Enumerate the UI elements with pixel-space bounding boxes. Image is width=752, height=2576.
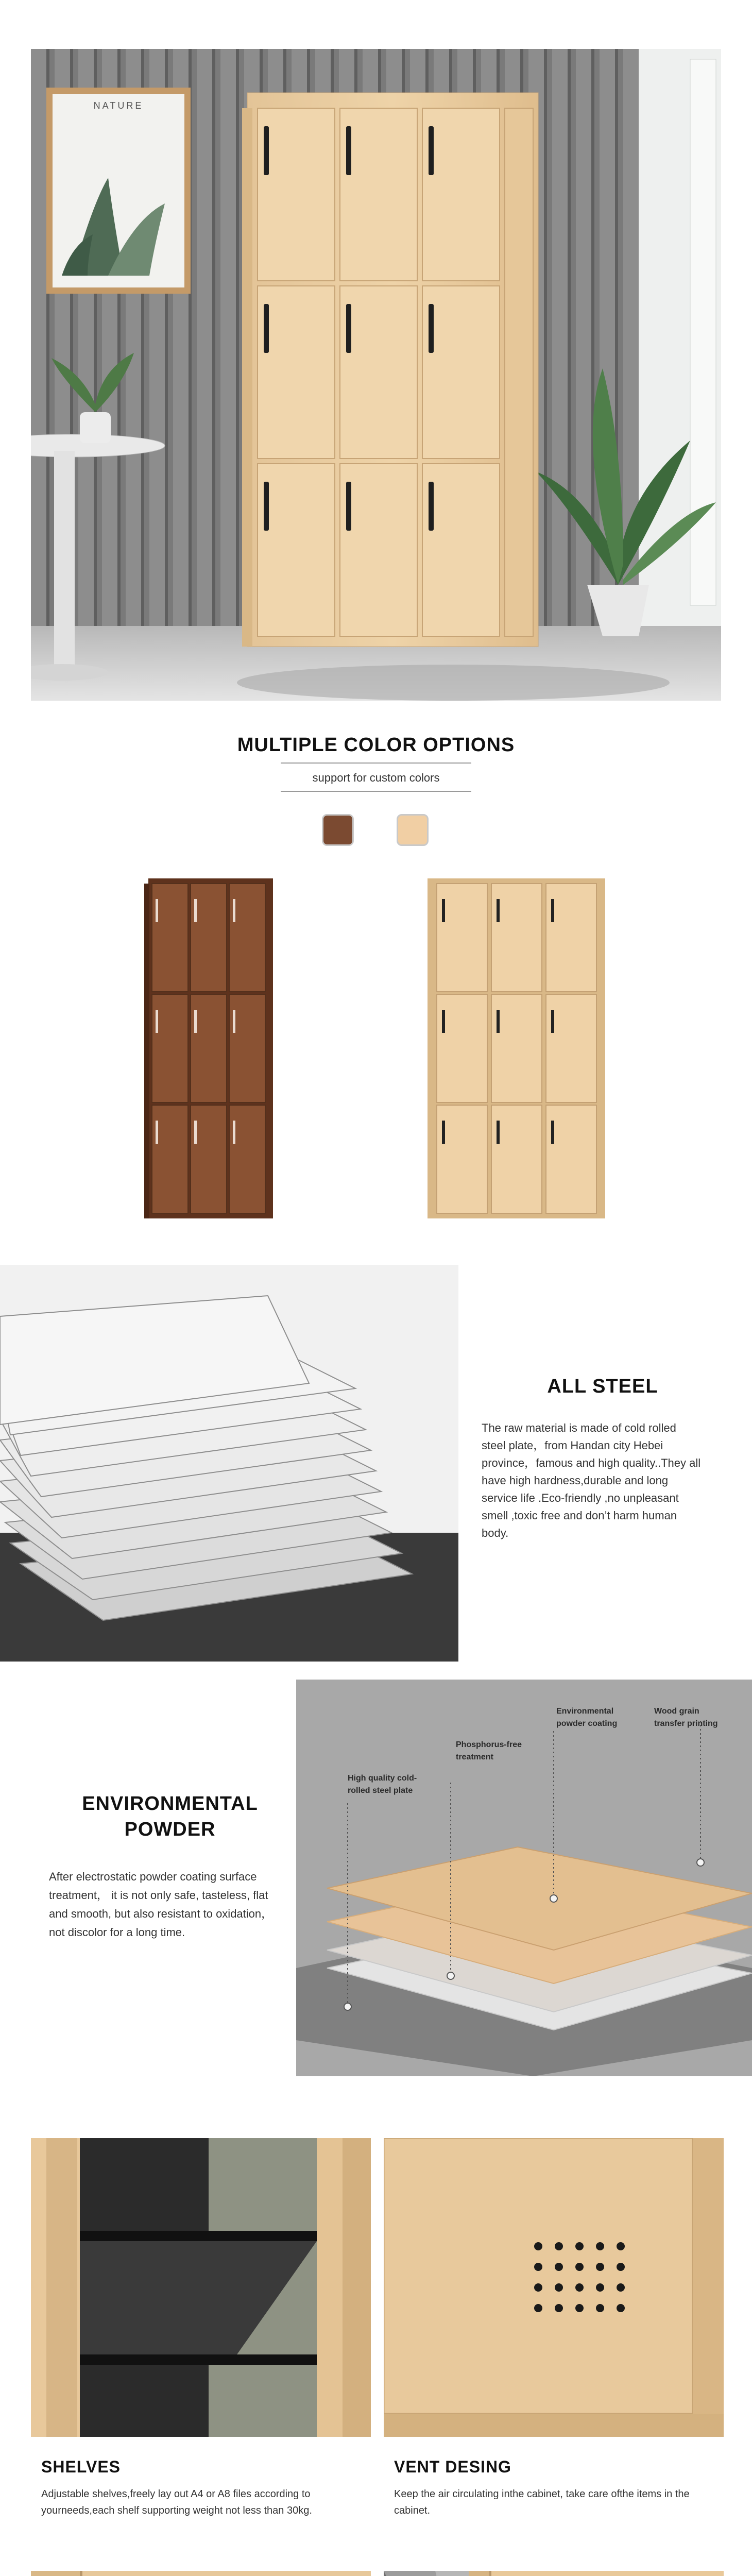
layer-label-cold-rolled-steel — [348, 1772, 417, 1797]
all-steel-text: The raw material is made of cold rolled steel plate，from Handan city Hebei province，famous and high quality..They all have high hardness,durable and long service life .Eco-friendly ,no unpleasant smell ,toxic free and don’t harm human body. — [482, 1421, 701, 1539]
vent-image — [384, 2138, 724, 2437]
layer-label-line: treatment — [456, 1753, 493, 1761]
environmental-title-line1: ENVIRONMENTAL — [82, 1793, 258, 1815]
layer-label-line: powder coating — [556, 1719, 618, 1728]
layer-label-line: Environmental — [556, 1707, 614, 1716]
lock-key-image — [31, 2571, 371, 2576]
color-options-divider-bottom — [281, 791, 471, 792]
beech-cabinet-image — [428, 878, 605, 1218]
layer-label-environmental-powder — [556, 1705, 617, 1730]
shelves-title: SHELVES — [41, 2458, 121, 2476]
handle-image — [384, 2571, 724, 2576]
color-options-divider-top — [281, 762, 471, 764]
color-options-title: MULTIPLE COLOR OPTIONS — [237, 734, 515, 756]
layer-label-line: Wood grain — [654, 1707, 699, 1716]
steel-plates-image — [0, 1265, 458, 1662]
vent-text: Keep the air circulating inthe cabinet, take care ofthe items in the cabinet. — [394, 2488, 690, 2516]
layer-label-line: transfer printing — [654, 1719, 718, 1728]
shelves-image — [31, 2138, 371, 2437]
powder-layers-image — [296, 1680, 752, 2076]
color-swatch-walnut[interactable] — [322, 814, 354, 846]
layer-label-wood-grain — [654, 1705, 718, 1730]
walnut-cabinet-image — [144, 878, 273, 1218]
all-steel-title: ALL STEEL — [547, 1376, 658, 1397]
shelves-text: Adjustable shelves,freely lay out A4 or A8 files according to yourneeds,each shelf supporting weight not less than 30kg. — [41, 2488, 312, 2516]
color-options-subtitle: support for custom colors — [312, 771, 440, 784]
layer-label-line: Phosphorus-free — [456, 1740, 522, 1749]
color-swatch-beech[interactable] — [397, 814, 429, 846]
hero-image — [31, 49, 721, 701]
layer-label-line: rolled steel plate — [348, 1786, 413, 1795]
environmental-title-line2: POWDER — [124, 1819, 216, 1840]
environmental-text: After electrostatic powder coating surface treatment， it is not only safe, tasteless, flat and smooth, but also resistant to oxidation，not discolor for a long time. — [49, 1870, 273, 1939]
vent-title: VENT DESING — [394, 2458, 511, 2476]
layer-label-line: High quality cold- — [348, 1774, 417, 1783]
poster-text: NATURE — [93, 100, 144, 111]
layer-label-phosphorus-free — [456, 1739, 522, 1764]
